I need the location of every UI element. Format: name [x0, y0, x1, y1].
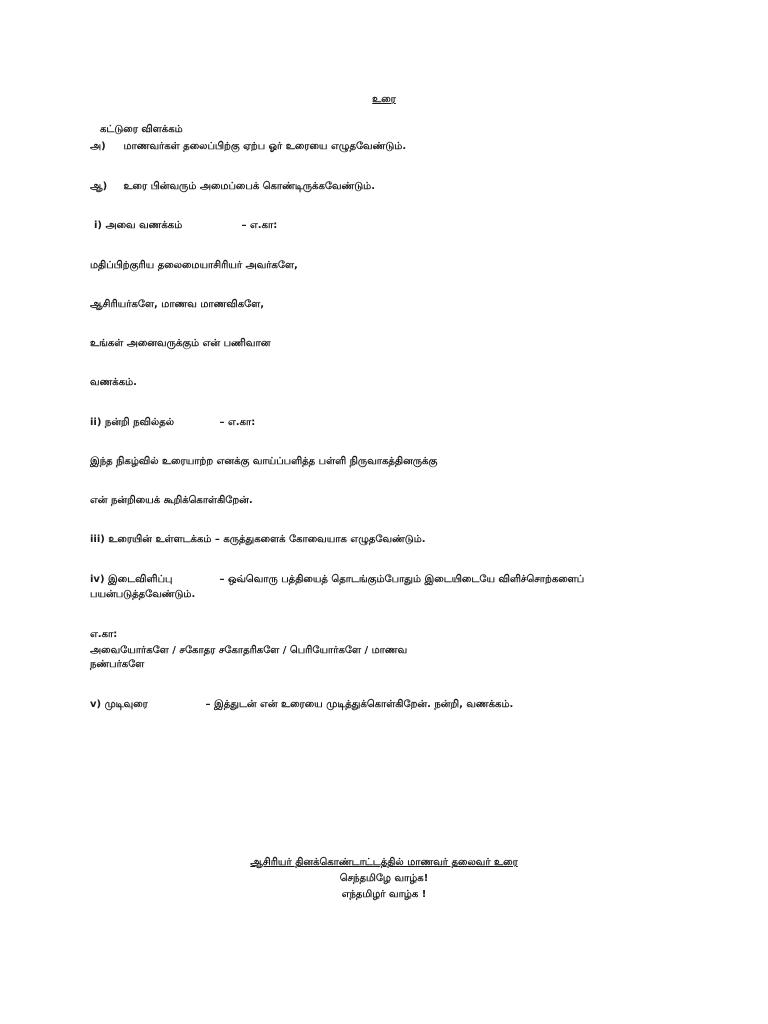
page-title: உரை: [372, 94, 396, 105]
section-4-label: iv) இடைவிளிப்பு: [90, 574, 173, 585]
section-5-text: – இத்துடன் என் உரையை முடித்துக்கொள்கிறேன். நன்றி, வணக்கம்.: [205, 699, 514, 710]
section-5-heading: [90, 699, 513, 711]
example-label: எ.கா:: [90, 629, 118, 640]
section-4-heading: [90, 574, 584, 586]
section-2-example-marker: – எ.கா:: [219, 417, 256, 428]
section-2-line: என் நன்றியைக் கூறிக்கொள்கிறேன்.: [90, 495, 253, 506]
example-line: அவையோர்களே / சகோதர சகோதரிகளே / பெரியோர்களே / மாணவ: [90, 645, 408, 656]
section-2-line: இந்த நிகழ்வில் உரையாற்ற எனக்கு வாய்ப்பளித்த பள்ளி நிருவாகத்தினருக்கு: [90, 456, 438, 467]
section-1-heading: [94, 220, 277, 232]
intro-heading: கட்டுரை விளக்கம்: [100, 124, 183, 135]
point-aa-marker: ஆ): [90, 181, 108, 192]
example-line: நண்பர்களே: [90, 659, 145, 670]
section-2-heading: [90, 417, 255, 429]
section-4-text: – ஒவ்வொரு பத்தியைத் தொடங்கும்போதும் இடையிடையே விளிச்சொற்களைப்: [219, 574, 585, 585]
footer-line: செந்தமிழே வாழ்க!: [339, 873, 429, 884]
section-1-label: i) அவை வணக்கம்: [94, 220, 183, 231]
section-3-text: iii) உரையின் உள்ளடக்கம் – கருத்துகளைக் கோவையாக எழுதவேண்டும்.: [90, 534, 426, 545]
section-1-example-marker: – எ.கா:: [241, 220, 278, 231]
point-a-text: மாணவர்கள் தலைப்பிற்கு ஏற்ப ஓர் உரையை எழுதவேண்டும்.: [123, 141, 407, 152]
footer-line: எந்தமிழர் வாழ்க !: [341, 889, 427, 900]
section-1-line: மதிப்பிற்குரிய தலைமையாசிரியர் அவர்களே,: [90, 260, 298, 271]
section-1-line: வணக்கம்.: [90, 377, 137, 388]
section-2-label: ii) நன்றி நவில்தல்: [90, 417, 175, 428]
point-aa-text: உரை பின்வரும் அமைப்பைக் கொண்டிருக்கவேண்டும்.: [123, 181, 376, 192]
section-5-label: v) முடிவுரை: [90, 699, 148, 710]
section-1-line: உங்கள் அனைவருக்கும் என் பணிவான: [90, 338, 271, 349]
footer-title: ஆசிரியர் தினக்கொண்டாட்டத்தில் மாணவர் தலைவர் உரை: [250, 857, 518, 868]
point-a-marker: அ): [90, 141, 106, 152]
point-a: [90, 141, 406, 153]
footer-block: [0, 855, 768, 903]
point-aa: [90, 181, 375, 193]
section-4-text-continued: பயன்படுத்தவேண்டும்.: [90, 589, 196, 600]
section-1-line: ஆசிரியர்களே, மாணவ மாணவிகளே,: [90, 299, 265, 310]
